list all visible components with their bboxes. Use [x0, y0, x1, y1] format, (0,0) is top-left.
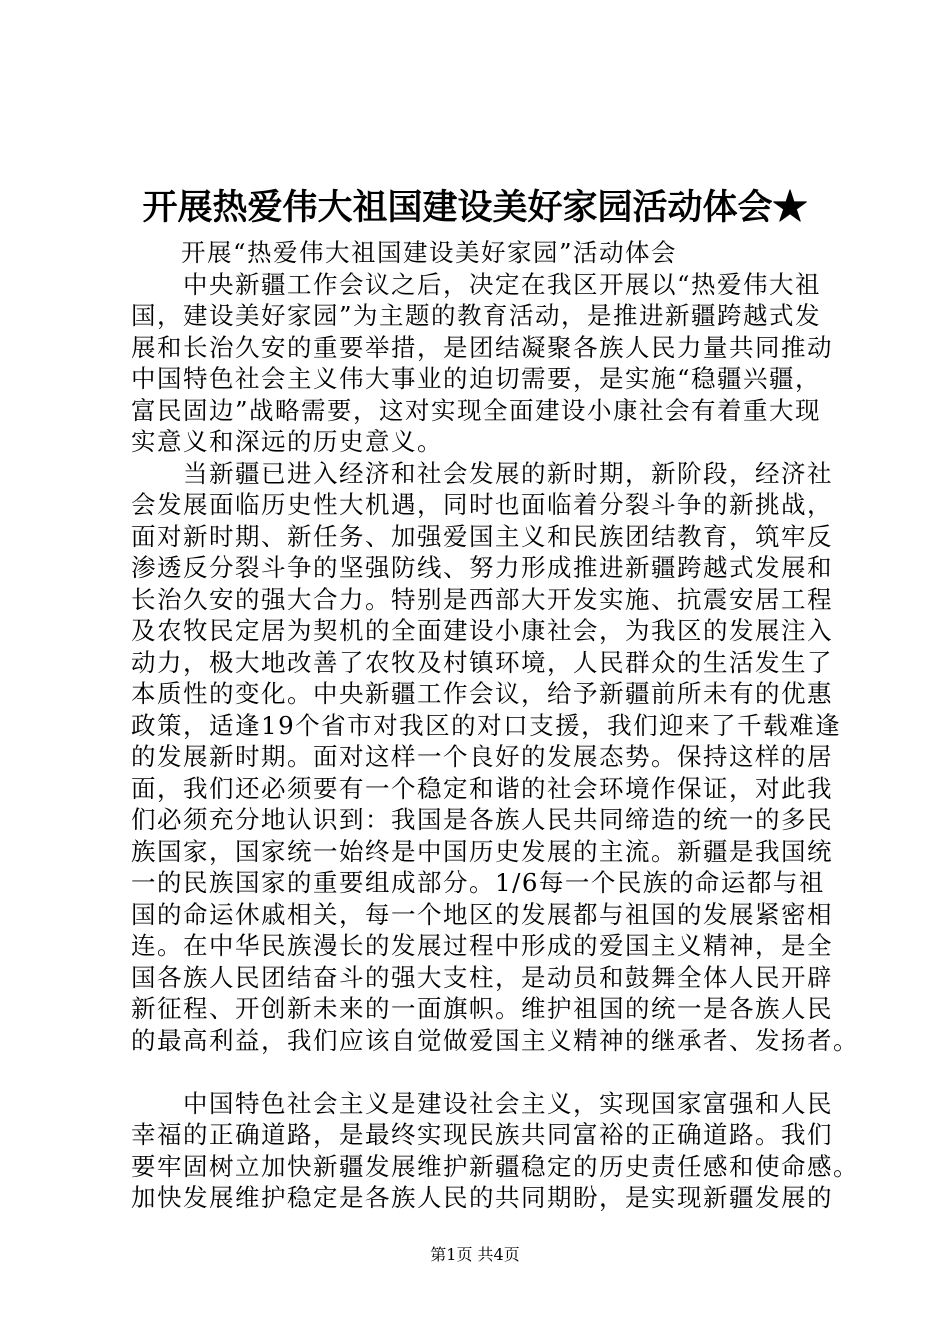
paragraph-2-line-2: 会发展面临历史性大机遇，同时也面临着分裂斗争的新挑战， [131, 490, 833, 519]
paragraph-2-line-16: 连。在中华民族漫长的发展过程中形成的爱国主义精神，是全 [131, 931, 833, 960]
paragraph-1-line-5: 富民固边”战略需要，这对实现全面建设小康社会有着重大现 [131, 395, 822, 425]
document-body [131, 237, 859, 1214]
paragraph-1-line-6: 实意义和深远的历史意义。 [131, 427, 443, 456]
paragraph-2-line-8: 本质性的变化。中央新疆工作会议，给予新疆前所未有的优惠 [131, 679, 833, 708]
paragraph-2-line-3: 面对新时期、新任务、加强爱国主义和民族团结教育，筑牢反 [131, 521, 833, 551]
paragraph-2-line-7: 动力，极大地改善了农牧及村镇环境，人民群众的生活发生了 [131, 647, 833, 677]
paragraph-2-line-14: 一的民族国家的重要组成部分。1/6每一个民族的命运都与祖 [131, 868, 825, 897]
paragraph-3-line-2: 幸福的正确道路，是最终实现民族共同富裕的正确道路。我们 [131, 1120, 833, 1149]
paragraph-1-line-1: 中央新疆工作会议之后，决定在我区开展以“热爱伟大祖 [183, 269, 822, 299]
page-footer: 第1页 共4页 [430, 1245, 520, 1264]
paragraph-3-line-4: 加快发展维护稳定是各族人民的共同期盼，是实现新疆发展的 [131, 1183, 833, 1212]
paragraph-3-line-1: 中国特色社会主义是建设社会主义，实现国家富强和人民 [183, 1088, 833, 1118]
paragraph-2-line-17: 国各族人民团结奋斗的强大支柱，是动员和鼓舞全体人民开辟 [131, 962, 833, 992]
paragraph-3-line-3: 要牢固树立加快新疆发展维护新疆稳定的历史责任感和使命感。 [131, 1151, 859, 1181]
document-title: 开展热爱伟大祖国建设美好家园活动体会★ [142, 187, 808, 228]
paragraph-gap [131, 1056, 831, 1088]
paragraph-2-line-5: 长治久安的强大合力。特别是西部大开发实施、抗震安居工程 [131, 584, 833, 614]
paragraph-2-line-18: 新征程、开创新未来的一面旗帜。维护祖国的统一是各族人民 [131, 994, 833, 1023]
paragraph-2-line-1: 当新疆已进入经济和社会发展的新时期，新阶段，经济社 [183, 458, 833, 488]
paragraph-2-line-12: 们必须充分地认识到：我国是各族人民共同缔造的统一的多民 [131, 805, 833, 834]
paragraph-2-line-10: 的发展新时期。面对这样一个良好的发展态势。保持这样的居 [131, 742, 833, 771]
paragraph-2-line-11: 面，我们还必须要有一个稳定和谐的社会环境作保证，对此我 [131, 773, 833, 803]
paragraph-2-line-13: 族国家，国家统一始终是中国历史发展的主流。新疆是我国统 [131, 836, 833, 866]
document-subtitle: 开展“热爱伟大祖国建设美好家园”活动体会 [181, 238, 678, 267]
paragraph-1-line-3: 展和长治久安的重要举措，是团结凝聚各族人民力量共同推动 [131, 332, 833, 362]
paragraph-2-line-9: 政策，适逢19个省市对我区的对口支援，我们迎来了千载难逢 [131, 710, 842, 740]
paragraph-2-line-4: 渗透反分裂斗争的坚强防线、努力形成推进新疆跨越式发展和 [131, 553, 833, 582]
paragraph-2-line-19: 的最高利益，我们应该自觉做爱国主义精神的继承者、发扬者。 [131, 1025, 859, 1055]
paragraph-1-line-4: 中国特色社会主义伟大事业的迫切需要，是实施“稳疆兴疆， [131, 364, 822, 393]
paragraph-1-line-2: 国，建设美好家园”为主题的教育活动，是推进新疆跨越式发 [131, 301, 822, 330]
paragraph-2-line-6: 及农牧民定居为契机的全面建设小康社会，为我区的发展注入 [131, 616, 833, 645]
paragraph-2-line-15: 国的命运休戚相关，每一个地区的发展都与祖国的发展紧密相 [131, 899, 833, 929]
